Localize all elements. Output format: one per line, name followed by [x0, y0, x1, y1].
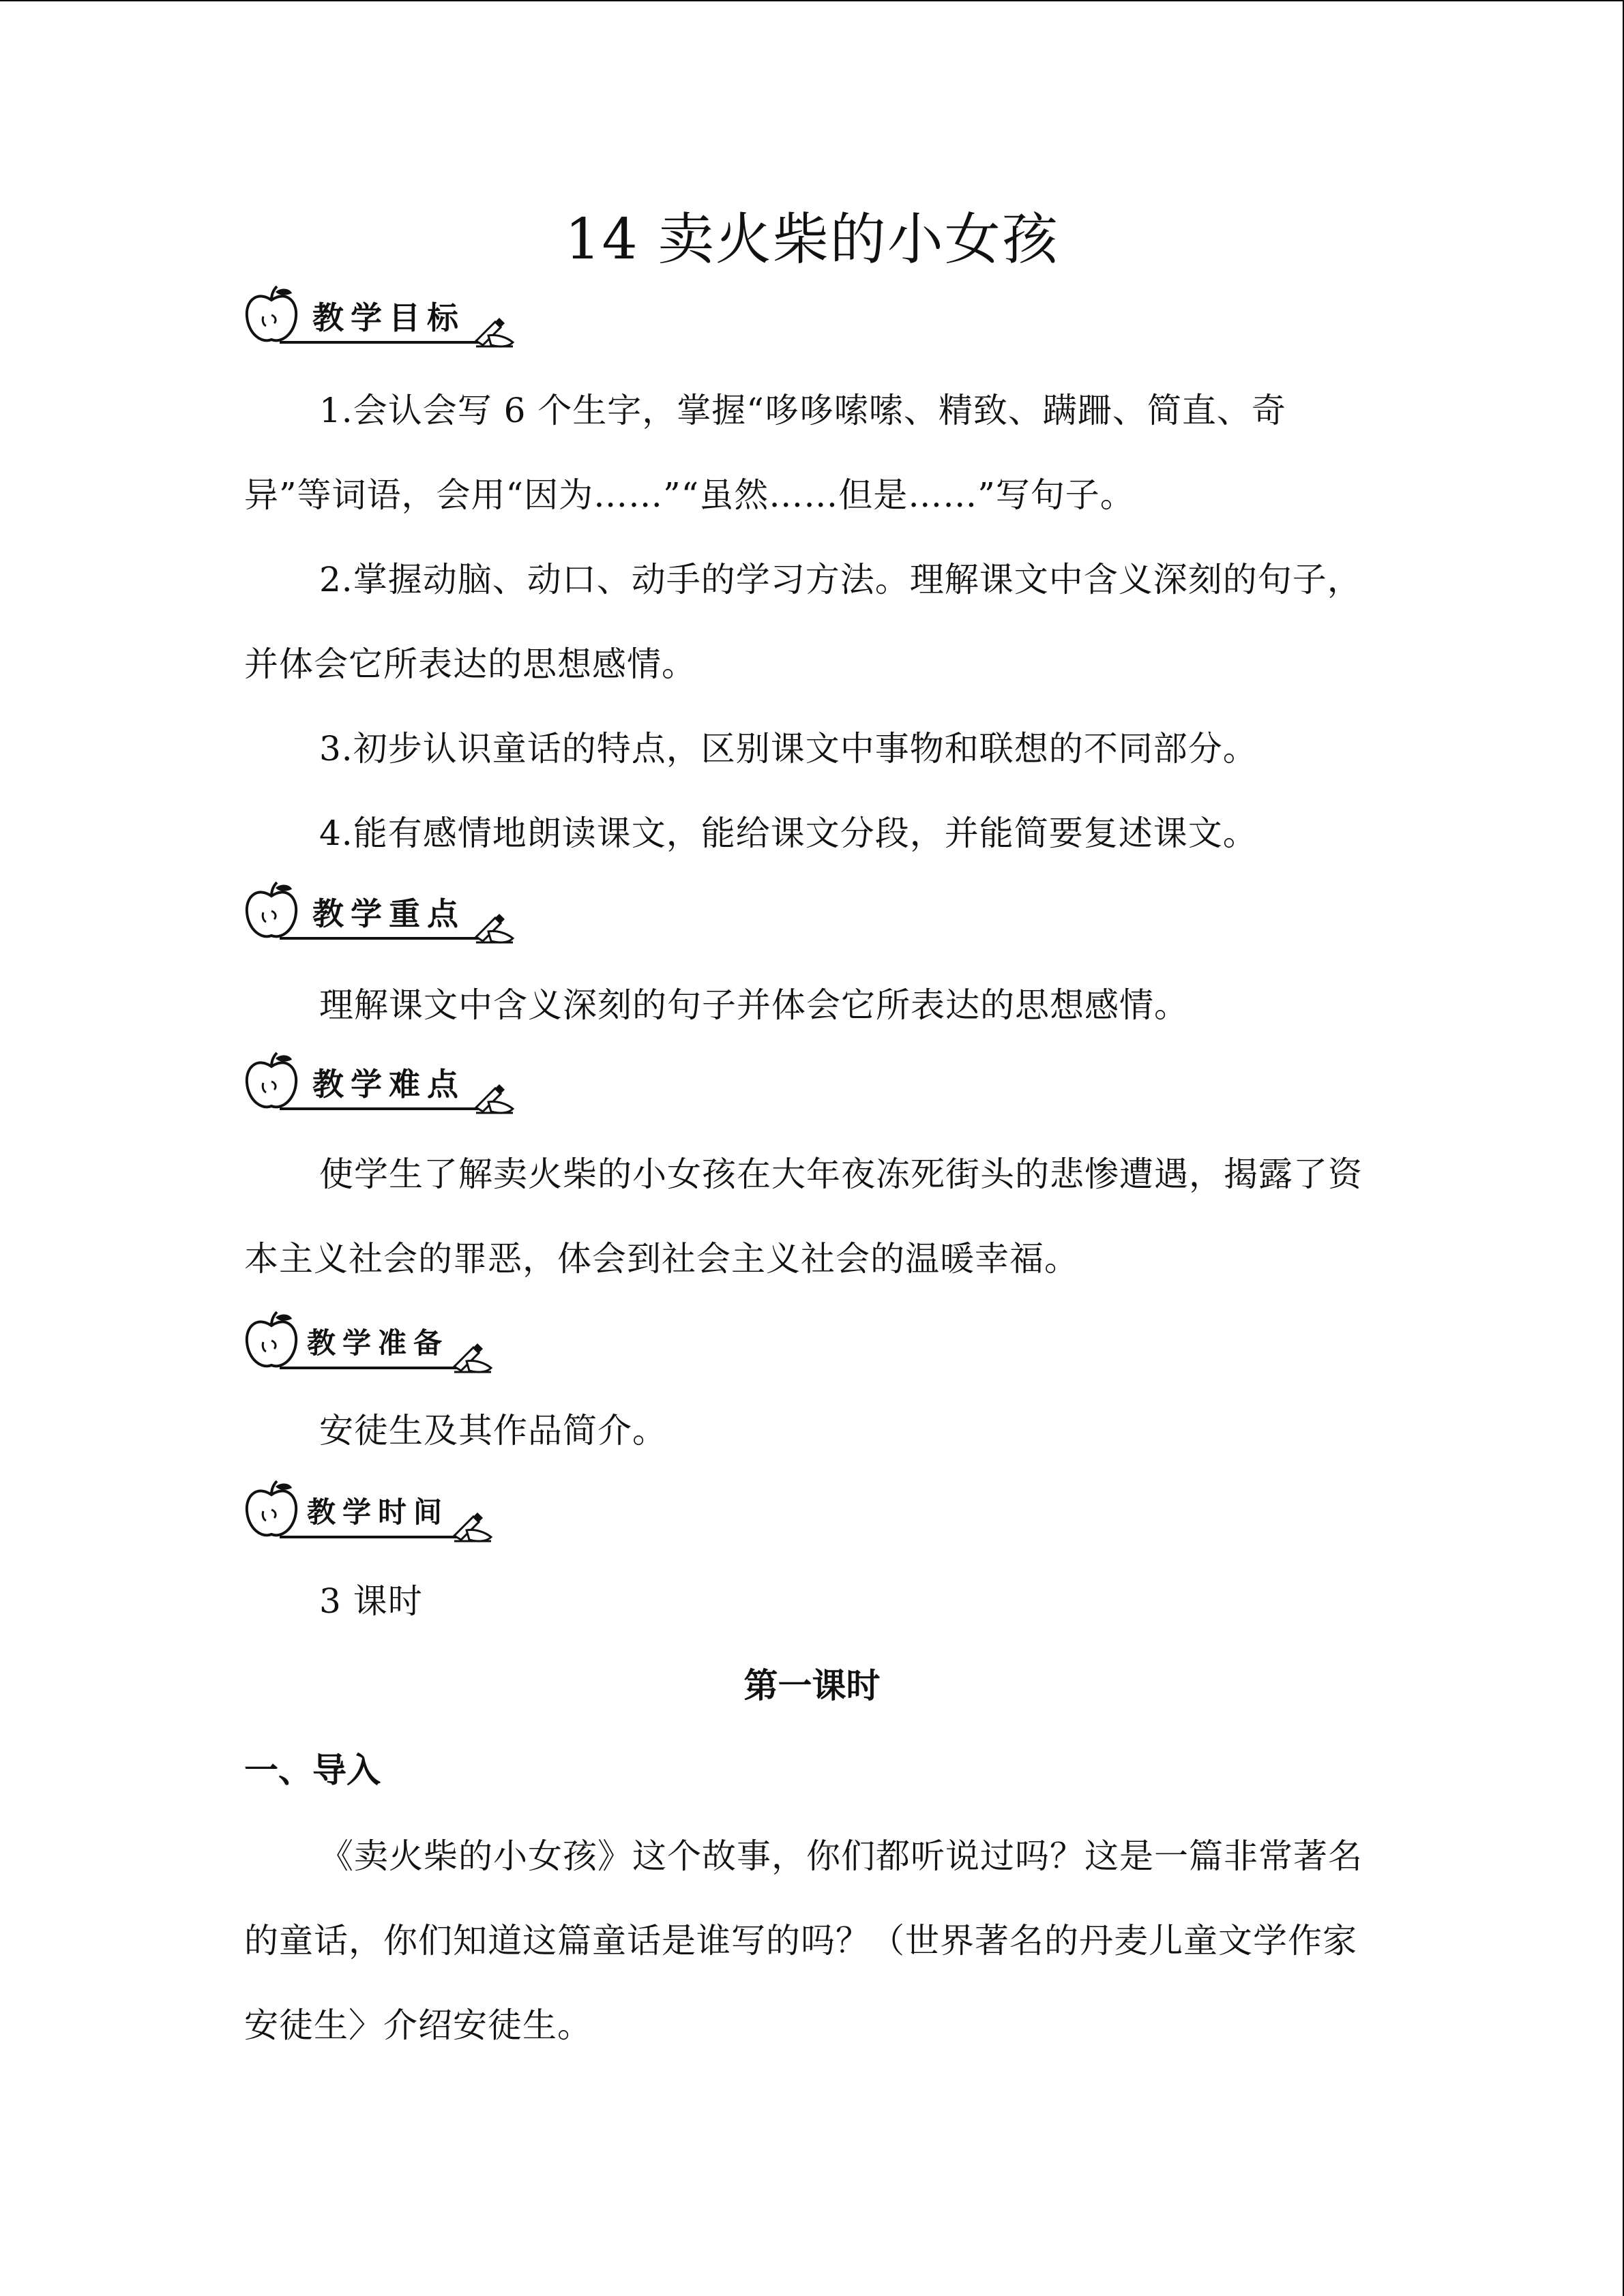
apple-icon [244, 1052, 299, 1113]
heading-label: 教学重点 [312, 895, 465, 932]
apple-icon [244, 285, 299, 346]
key-points-text: 理解课文中含义深刻的句子并体会它所表达的思想感情。 [319, 985, 1189, 1025]
heading-underline [280, 1107, 484, 1110]
heading-underline [280, 1367, 464, 1369]
pen-hand-icon [475, 315, 516, 349]
apple-icon [244, 1311, 299, 1372]
heading-key-points [244, 881, 531, 949]
heading-label: 教学准备 [307, 1326, 449, 1360]
heading-underline [280, 937, 484, 940]
objective-4: 4.能有感情地朗读课文，能给课文分段，并能简要复述课文。 [319, 814, 1258, 853]
section-title: 一、导入 [244, 1750, 381, 1790]
objective-2: 2.掌握动脑、动口、动手的学习方法。理解课文中含义深刻的句子，并体会它所表达的思想感情。 [244, 560, 1362, 684]
heading-label: 教学目标 [312, 299, 465, 336]
heading-underline [280, 341, 484, 344]
objective-3: 3.初步认识童话的特点，区别课文中事物和联想的不同部分。 [319, 729, 1258, 769]
pen-hand-icon [453, 1341, 494, 1375]
pen-hand-icon [475, 911, 516, 945]
heading-difficulties [244, 1052, 531, 1120]
objective-1: 1.会认会写 6 个生字，掌握“哆哆嗦嗦、精致、蹒跚、简直、奇异”等词语，会用“因为……”“虽然……但是……”写句子。 [244, 391, 1286, 515]
heading-time [244, 1480, 531, 1548]
apple-icon [244, 1480, 299, 1541]
pen-hand-icon [453, 1510, 494, 1544]
pen-hand-icon [475, 1082, 516, 1116]
heading-underline [280, 1536, 464, 1538]
apple-icon [244, 881, 299, 942]
time-text: 3 课时 [319, 1581, 423, 1621]
intro-text: 《卖火柴的小女孩》这个故事，你们都听说过吗？这是一篇非常著名的童话，你们知道这篇童话是谁写的吗？（世界著名的丹麦儿童文学作家安徒生〉介绍安徒生。 [244, 1836, 1363, 2045]
heading-label: 教学时间 [307, 1495, 449, 1529]
lesson-title: 第一课时 [743, 1666, 881, 1705]
heading-preparation [244, 1311, 531, 1379]
heading-label: 教学难点 [312, 1066, 465, 1103]
preparation-text: 安徒生及其作品简介。 [319, 1411, 667, 1450]
heading-objectives [244, 285, 531, 353]
page-title: 14 卖火柴的小女孩 [565, 207, 1059, 272]
difficulties-text: 使学生了解卖火柴的小女孩在大年夜冻死街头的悲惨遭遇，揭露了资本主义社会的罪恶，体会到社会主义社会的温暖幸福。 [244, 1154, 1363, 1279]
